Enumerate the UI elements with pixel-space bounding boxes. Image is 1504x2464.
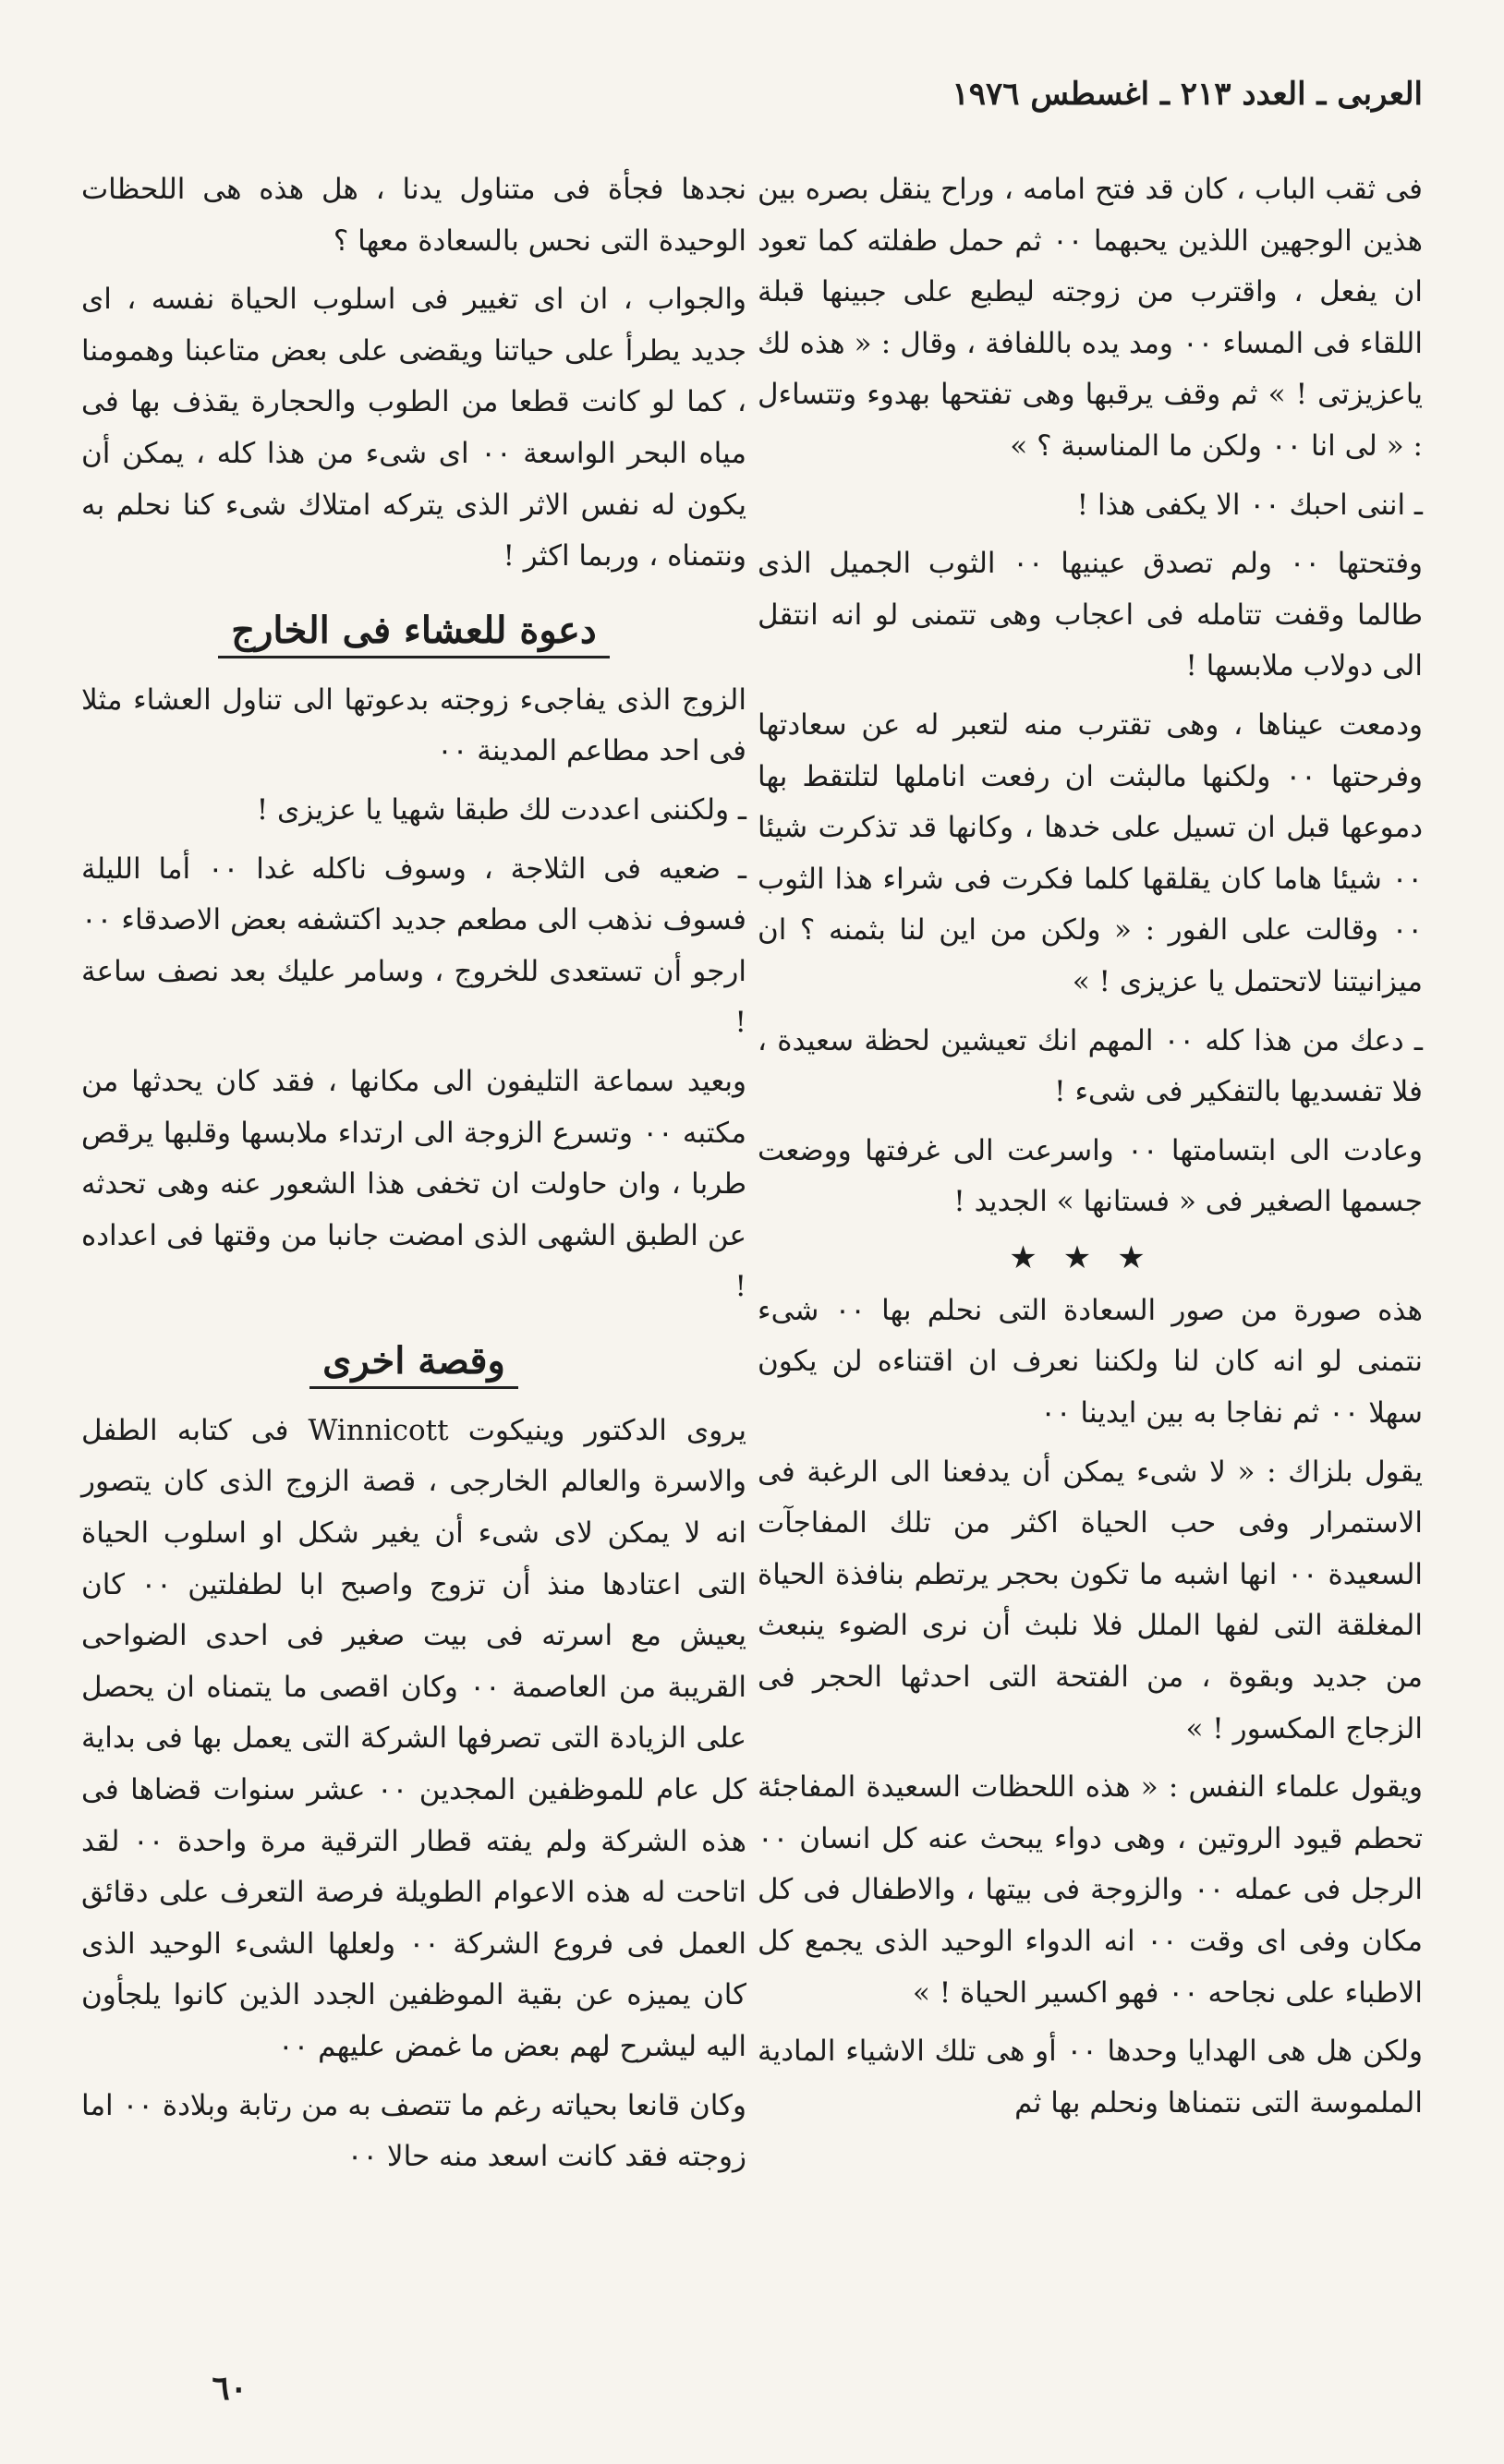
paragraph: ويقول علماء النفس : « هذه اللحظات السعيدة المفاجئة تحطم قيود الروتين ، وهى دواء يبحث عنه كل انسان ٠٠ الرجل فى عمله ٠٠ والزوجة فى بيتها ، والاطفال فى كل مكان وفى اى وقت ٠٠ انه الدواء الوحيد الذى يجمع كل الاطباء على نجاحه ٠٠ فهو اكسير الحياة ! »: [758, 1770, 1424, 2010]
section-heading: وقصة اخرى: [81, 1334, 746, 1389]
page-header: العربى ـ العدد ٢١٣ ـ اغسطس ١٩٧٦: [952, 76, 1423, 113]
paragraph: نجدها فجأة فى متناول يدنا ، هل هذه هى اللحظات الوحيدة التى نحس بالسعادة معها ؟: [81, 173, 746, 258]
paragraph: ودمعت عيناها ، وهى تقترب منه لتعبر له عن سعادتها وفرحتها ٠٠ ولكنها مالبثت ان رفعت اناملها لتلتقط بها دموعها قبل ان تسيل على خدها ، وكانها قد تذكرت شيئا ٠٠ شيئا هاما كان يقلقها كلما فكرت فى شراء هذا الثوب ٠٠ وقالت على الفور : « ولكن من اين لنا بثمنه ؟ ان ميزانيتنا لاتحتمل يا عزيزى ! »: [758, 707, 1424, 998]
section-heading: دعوة للعشاء فى الخارج: [81, 603, 746, 658]
page-number: ٦٠: [212, 2369, 248, 2408]
paragraph: والجواب ، ان اى تغيير فى اسلوب الحياة نفسه ، اى جديد يطرأ على حياتنا ويقضى على بعض متاعبنا وهمومنا ، كما لو كانت قطعا من الطوب والحجارة يقذف بها فى مياه البحر الواسعة ٠٠ اى شىء من هذا كله ، يمكن أن يكون له نفس الاثر الذى يتركه امتلاك شىء كنا نحلم به ونتمناه ، وربما اكثر !: [81, 283, 747, 574]
paragraph: وكان قانعا بحياته رغم ما تتصف به من رتابة وبلادة ٠٠ اما زوجته فقد كانت اسعد منه حالا ٠٠: [81, 2088, 746, 2174]
paragraph: ـ ضعيه فى الثلاجة ، وسوف ناكله غدا ٠٠ أما الليلة فسوف نذهب الى مطعم جديد اكتشفه بعض الاصدقاء ٠٠ ارجو أن تستعدى للخروج ، وسامر عليك بعد نصف ساعة !: [81, 852, 746, 1040]
paragraph: وفتحتها ٠٠ ولم تصدق عينيها ٠٠ الثوب الجميل الذى طالما وقفت تتامله فى اعجاب وهى تتمنى لو انه انتقل الى دولاب ملابسها !: [758, 547, 1423, 683]
paragraph: ولكن هل هى الهدايا وحدها ٠٠ أو هى تلك الاشياء المادية الملموسة التى نتمناها ونحلم بها ثم: [758, 2035, 1423, 2120]
section-divider-stars: ★★★: [1009, 1238, 1171, 1276]
paragraph: الزوج الذى يفاجىء زوجته بدعوتها الى تناول العشاء مثلا فى احد مطاعم المدينة ٠٠: [81, 682, 746, 768]
paragraph: ـ اننى احبك ٠٠ الا يكفى هذا !: [1076, 488, 1423, 522]
paragraph: ـ دعك من هذا كله ٠٠ المهم انك تعيشين لحظة سعيدة ، فلا تفسديها بالتفكير فى شىء !: [758, 1023, 1423, 1109]
right-column: [758, 164, 1423, 2136]
paragraph: يقول بلزاك : « لا شىء يمكن أن يدفعنا الى الرغبة فى الاستمرار وفى حب الحياة اكثر من تلك المفاجآت السعيدة ٠٠ انها اشبه ما تكون بحجر يرتطم بنافذة الحياة المغلقة التى لفها الملل فلا نلبث أن نرى الضوء ينبعث من جديد وبقوة ، من الفتحة التى احدثها الحجر فى الزجاج المكسور ! »: [758, 1455, 1424, 1745]
paragraph: وبعيد سماعة التليفون الى مكانها ، فقد كان يحدثها من مكتبه ٠٠ وتسرع الزوجة الى ارتداء ملابسها وقلبها يرقص طربا ، وان حاولت ان تخفى هذا الشعور عنه وهى تحدثه عن الطبق الشهى الذى امضت جانبا من وقتها فى اعداده !: [81, 1064, 746, 1304]
left-column: [81, 164, 746, 2191]
paragraph: ـ ولكننى اعددت لك طبقا شهيا يا عزيزى !: [256, 792, 746, 827]
paragraph: هذه صورة من صور السعادة التى نحلم بها ٠٠ شىء نتمنى لو انه كان لنا ولكننا نعرف ان اقتناءه لن يكون سهلا ٠٠ ثم نفاجا به بين ايدينا ٠٠: [758, 1293, 1423, 1431]
paragraph: يروى الدكتور وينيكوت Winnicott فى كتابه الطفل والاسرة والعالم الخارجى ، قصة الزوج الذى كان يتصور انه لا يمكن لاى شىء أن يغير شكل او اسلوب الحياة التى اعتادها منذ أن تزوج واصبح ابا لطفلتين ٠٠ كان يعيش مع اسرته فى بيت صغير فى احدى الضواحى القريبة من العاصمة ٠٠ وكان اقصى ما يتمناه ان يحصل على الزيادة التى تصرفها الشركة التى يعمل بها فى بداية كل عام للموظفين المجدين ٠٠ عشر سنوات قضاها فى هذه الشركة ولم يفته قطار الترقية مرة واحدة ٠٠ لقد اتاحت له هذه الاعوام الطويلة فرصة التعرف على دقائق العمل فى فروع الشركة ٠٠ ولعلها الشىء الوحيد الذى كان يميزه عن بقية الموظفين الجدد الذين كانوا يلجأون اليه ليشرح لهم بعض ما غمض عليهم ٠٠: [81, 1413, 747, 2063]
paragraph: فى ثقب الباب ، كان قد فتح امامه ، وراح ينقل بصره بين هذين الوجهين اللذين يحبهما ٠٠ ثم حمل طفلته كما تعود ان يفعل ، واقترب من زوجته ليطبع على جبينها قبلة اللقاء فى المساء ٠٠ ومد يده باللفافة ، وقال : « هذه لك ياعزيزتى ! » ثم وقف يرقبها وهى تفتحها بهدوء وتتساءل : « لى انا ٠٠ ولكن ما المناسبة ؟ »: [758, 173, 1423, 463]
paragraph: وعادت الى ابتسامتها ٠٠ واسرعت الى غرفتها ووضعت جسمها الصغير فى « فستانها » الجديد !: [758, 1133, 1424, 1219]
